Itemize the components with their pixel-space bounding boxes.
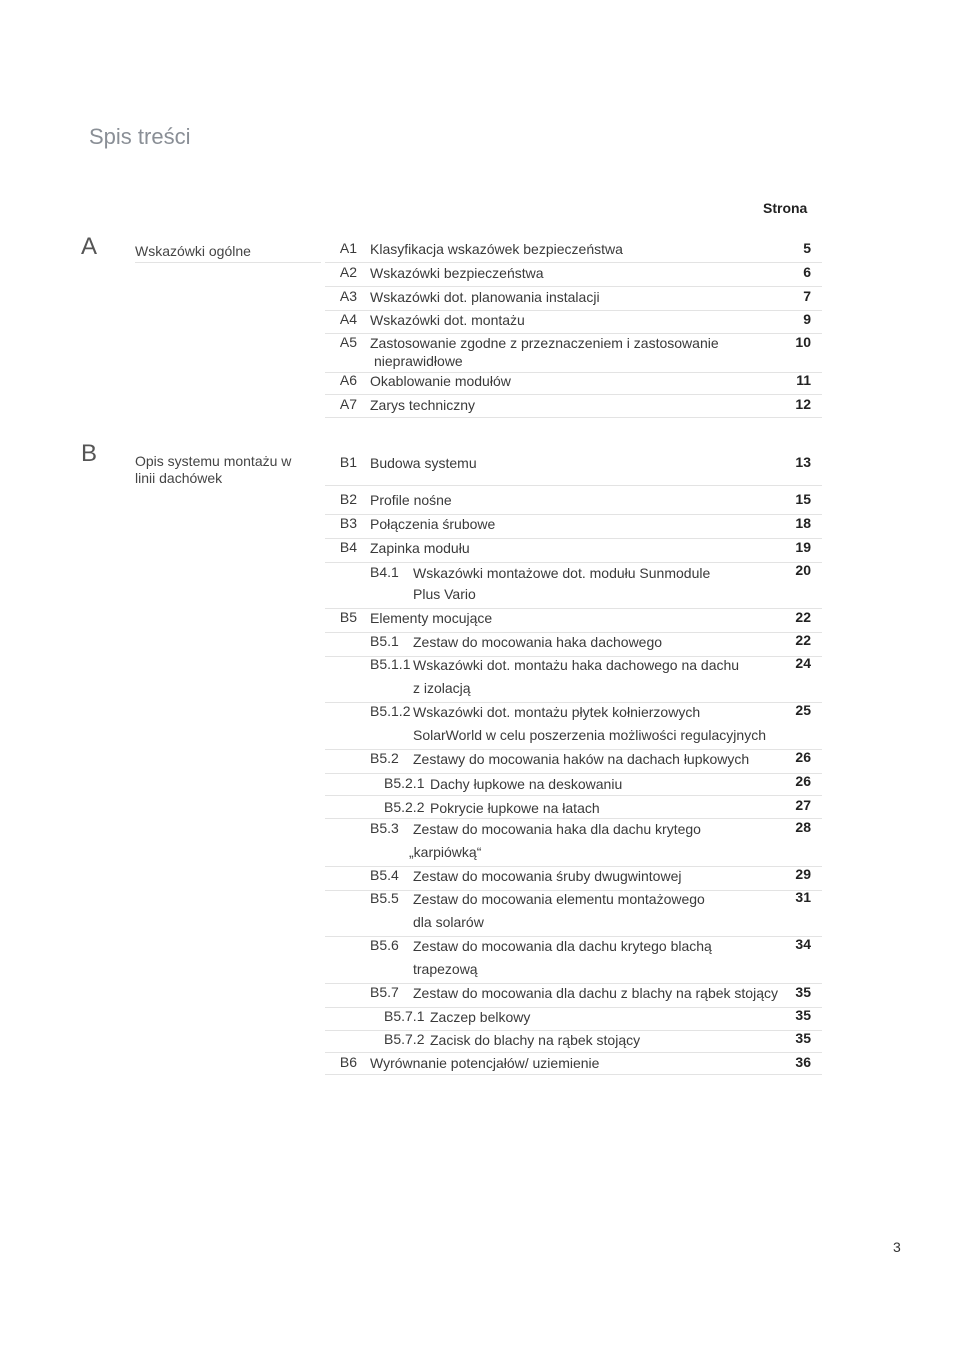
entry-title-continued: „karpiówką“ [409, 844, 482, 860]
entry-title: Profile nośne [370, 492, 452, 508]
entry-title: Wskazówki dot. montażu płytek kołnierzowych [413, 704, 701, 720]
divider [325, 773, 822, 774]
entry-page: 22 [795, 632, 811, 648]
entry-number: B2 [339, 491, 357, 507]
entry-number: B3 [339, 515, 357, 531]
entry-page: 34 [795, 936, 811, 952]
section-letter-b: B [81, 440, 98, 467]
entry-number: B5.4 [370, 867, 399, 883]
divider [325, 795, 822, 796]
entry-title-continued: dla solarów [413, 914, 484, 930]
entry-number: B4 [339, 539, 357, 555]
entry-number: B6 [339, 1054, 357, 1070]
entry-number: B5.7.2 [384, 1031, 425, 1047]
entry-title: Zestaw do mocowania dla dachu krytego blachą [413, 938, 712, 954]
entry-page: 29 [795, 866, 811, 882]
entry-page: 36 [795, 1054, 811, 1070]
entry-page: 35 [795, 984, 811, 1000]
entry-title: Wskazówki dot. montażu [370, 312, 525, 328]
entry-number: B5.1.2 [370, 703, 411, 719]
entry-title: Zestawy do mocowania haków na dachach łupkowych [413, 751, 750, 767]
entry-title: Wyrównanie potencjałów/ uziemienie [370, 1055, 600, 1071]
entry-page: 31 [795, 889, 811, 905]
entry-number: B5.2.1 [384, 775, 425, 791]
entry-page: 24 [795, 655, 811, 671]
entry-page: 7 [803, 288, 811, 304]
entry-number: A6 [339, 372, 357, 388]
page-title: Spis treści [89, 124, 191, 149]
entry-number: A4 [339, 311, 357, 327]
entry-number: B1 [339, 454, 357, 470]
divider [325, 394, 822, 395]
divider [325, 286, 822, 287]
entry-page: 9 [803, 311, 811, 327]
entry-page: 22 [795, 609, 811, 625]
entry-title: Zestaw do mocowania haka dla dachu krytego [413, 821, 701, 837]
entry-title-continued: z izolacją [413, 680, 471, 696]
section-letter-a: A [81, 233, 98, 260]
divider [325, 417, 822, 418]
entry-page: 11 [796, 372, 811, 388]
divider [325, 1052, 822, 1053]
entry-page: 26 [795, 773, 811, 789]
entry-number: A2 [339, 264, 357, 280]
divider [325, 485, 822, 486]
entry-number: B5.6 [370, 937, 399, 953]
entry-number: B5.7.1 [384, 1008, 425, 1024]
entry-number: B5.5 [370, 890, 399, 906]
entry-page: 28 [795, 819, 811, 835]
entry-page: 15 [795, 491, 811, 507]
entry-page: 13 [795, 454, 811, 470]
entry-number: B5.1 [370, 633, 399, 649]
entry-page: 6 [803, 264, 811, 280]
entry-title: Budowa systemu [370, 455, 477, 471]
entry-title: Wskazówki dot. montażu haka dachowego na dachu [413, 657, 740, 673]
divider [325, 562, 822, 563]
entry-page: 20 [795, 562, 811, 578]
section-name-a: Wskazówki ogólne [135, 243, 251, 259]
entry-number: B5.3 [370, 820, 399, 836]
entry-page: 35 [795, 1030, 811, 1046]
entry-page: 18 [795, 515, 811, 531]
entry-page: 10 [795, 334, 811, 350]
entry-page: 25 [795, 702, 811, 718]
divider [325, 1074, 822, 1075]
entry-page: 12 [795, 396, 811, 412]
entry-title: Elementy mocujące [370, 610, 493, 626]
entry-title: Zapinka modułu [370, 540, 470, 556]
entry-title: Zacisk do blachy na rąbek stojący [430, 1032, 641, 1048]
entry-number: A3 [339, 288, 357, 304]
entry-title: Zestaw do mocowania dla dachu z blachy na rąbek stojący [413, 985, 778, 1001]
entry-title-continued: trapezową [413, 961, 478, 977]
entry-number: A5 [339, 334, 357, 350]
entry-number: B5.2.2 [384, 799, 425, 815]
entry-title: Wskazówki montażowe dot. modułu Sunmodule [413, 565, 711, 581]
entry-page: 5 [803, 240, 811, 256]
divider [135, 262, 321, 263]
entry-title-continued: nieprawidłowe [374, 353, 463, 369]
section-name-b: Opis systemu montażu w linii dachówek [135, 453, 292, 486]
entry-page: 26 [795, 749, 811, 765]
entry-title: Zastosowanie zgodne z przeznaczeniem i zastosowanie [370, 335, 719, 351]
entry-title: Klasyfikacja wskazówek bezpieczeństwa [370, 241, 623, 257]
entry-title-continued: SolarWorld w celu poszerzenia możliwości regulacyjnych [413, 727, 766, 743]
divider [325, 818, 822, 819]
entry-title: Zestaw do mocowania elementu montażowego [413, 891, 705, 907]
entry-title: Zestaw do mocowania śruby dwugwintowej [413, 868, 682, 884]
entry-title: Zaczep belkowy [430, 1009, 531, 1025]
entry-title: Dachy łupkowe na deskowaniu [430, 776, 623, 792]
entry-number: B4.1 [370, 564, 399, 580]
entry-title: Połączenia śrubowe [370, 516, 496, 532]
entry-number: B5.2 [370, 750, 399, 766]
entry-number: B5.7 [370, 984, 399, 1000]
entry-title: Okablowanie modułów [370, 373, 511, 389]
entry-number: A7 [339, 396, 357, 412]
entry-number: A1 [339, 240, 357, 256]
entry-title: Wskazówki dot. planowania instalacji [370, 289, 600, 305]
entry-page: 27 [795, 797, 811, 813]
page-column-header: Strona [763, 200, 808, 216]
entry-title: Zestaw do mocowania haka dachowego [413, 634, 663, 650]
entry-title: Wskazówki bezpieczeństwa [370, 265, 544, 281]
entry-number: B5.1.1 [370, 656, 411, 672]
entry-title: Zarys techniczny [370, 397, 476, 413]
entry-title-continued: Plus Vario [413, 586, 476, 602]
entry-page: 19 [795, 539, 811, 555]
page-number: 3 [893, 1239, 901, 1255]
entry-page: 35 [795, 1007, 811, 1023]
entry-title: Pokrycie łupkowe na łatach [430, 800, 600, 816]
divider [325, 262, 822, 263]
entry-number: B5 [339, 609, 357, 625]
